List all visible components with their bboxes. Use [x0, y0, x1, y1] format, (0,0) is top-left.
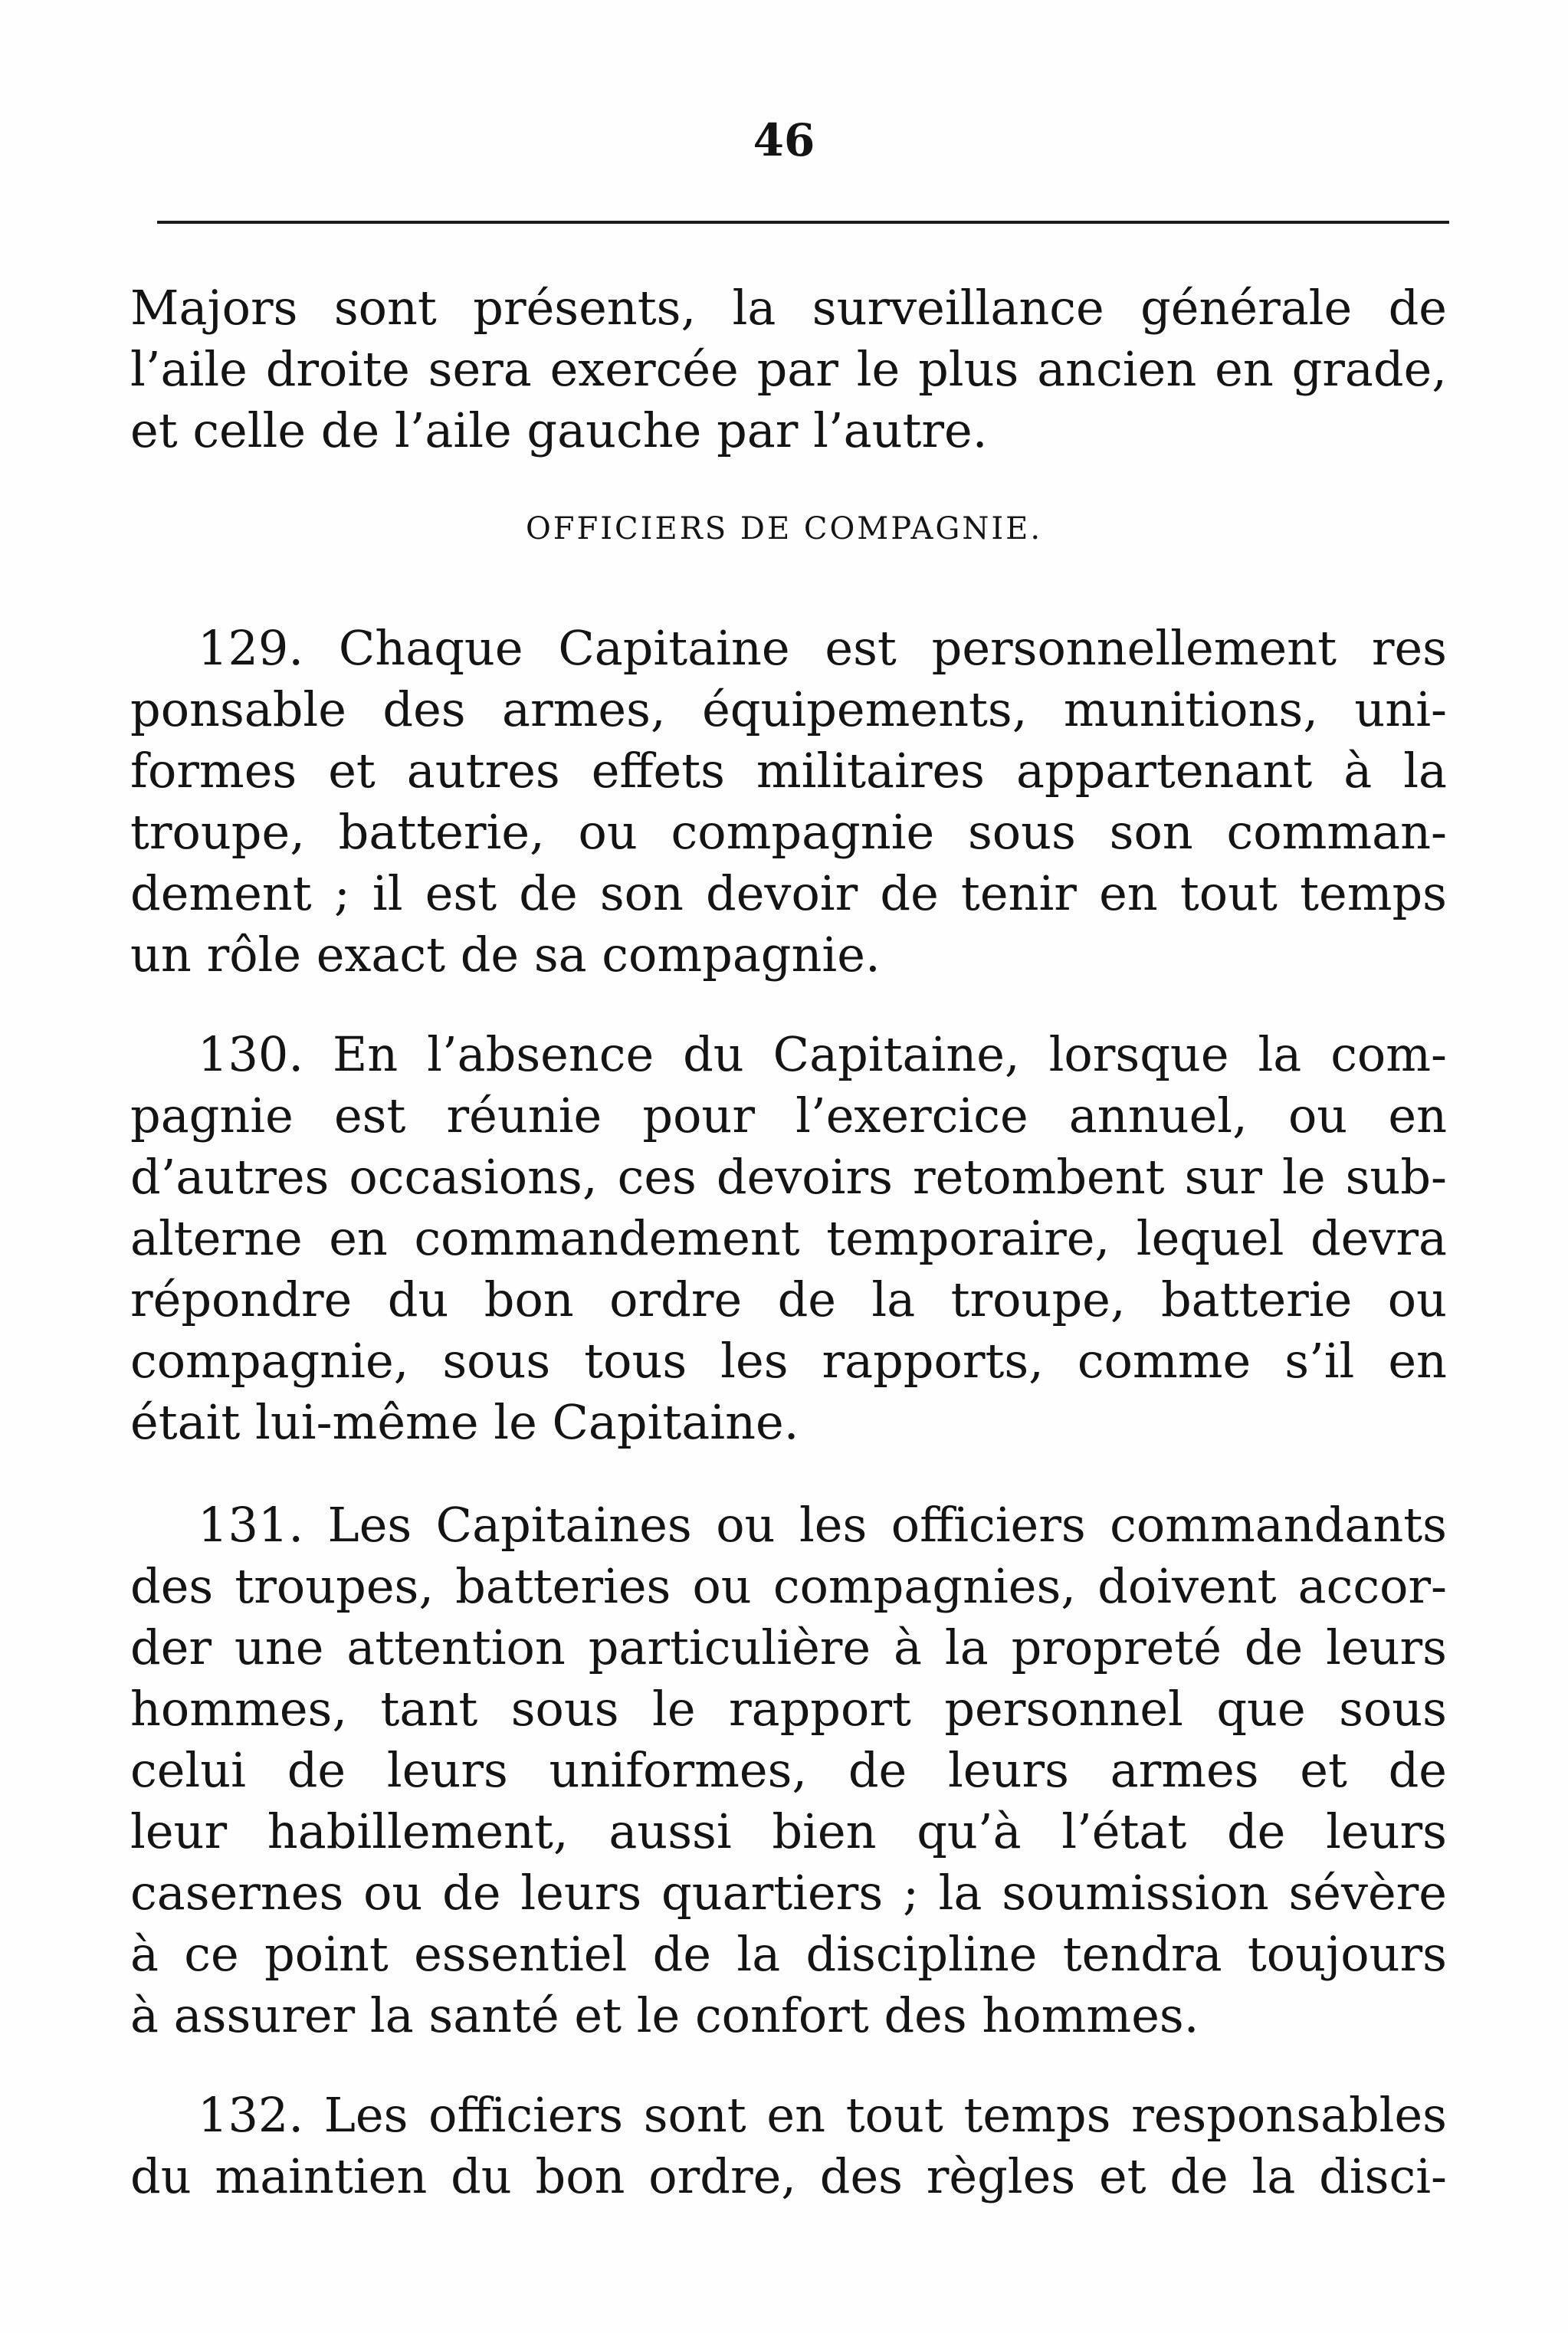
paragraph-132-line: 132. Les officiers sont en tout temps responsables [198, 2087, 1447, 2143]
text-line: leur habillement, aussi bien qu’à l’état de leurs [130, 1803, 1447, 1859]
text-line: et celle de l’aile gauche par l’autre. [130, 402, 988, 458]
text-line: hommes, tant sous le rapport personnel que sous [130, 1681, 1447, 1737]
page-number: 46 [753, 114, 815, 166]
text-line: à ce point essentiel de la discipline tendra toujours [130, 1926, 1447, 1982]
text-line: un rôle exact de sa compagnie. [130, 927, 881, 983]
text-line: ponsable des armes, équipements, munitions, uni- [130, 681, 1447, 737]
text-line: était lui-même le Capitaine. [130, 1394, 799, 1450]
header-rule [157, 221, 1449, 224]
text-line: dement ; il est de son devoir de tenir en tout temps [130, 865, 1447, 921]
text-line: à assurer la santé et le confort des hommes. [130, 1987, 1199, 2043]
text-line: troupe, batterie, ou compagnie sous son comman- [130, 804, 1447, 860]
text-line: pagnie est réunie pour l’exercice annuel, ou en [130, 1088, 1447, 1144]
text-line: du maintien du bon ordre, des règles et de la disci- [130, 2148, 1447, 2204]
paragraph-131-line: 131. Les Capitaines ou les officiers commandants [198, 1497, 1447, 1553]
text-line: répondre du bon ordre de la troupe, batterie ou [130, 1272, 1447, 1327]
text-line: celui de leurs uniformes, de leurs armes et de [130, 1742, 1447, 1798]
text-line: l’aile droite sera exercée par le plus ancien en grade, [130, 341, 1447, 397]
section-heading: OFFICIERS DE COMPAGNIE. [525, 511, 1043, 546]
text-line: formes et autres effets militaires appartenant à la [130, 743, 1447, 799]
text-line: compagnie, sous tous les rapports, comme s’il en [130, 1333, 1447, 1389]
paragraph-129-line: 129. Chaque Capitaine est personnellement res [198, 620, 1447, 676]
text-line: casernes ou de leurs quartiers ; la soumission sévère [130, 1865, 1447, 1921]
text-line: d’autres occasions, ces devoirs retombent sur le sub- [130, 1149, 1447, 1205]
paragraph-130-line: 130. En l’absence du Capitaine, lorsque la com- [198, 1026, 1447, 1082]
text-line: Majors sont présents, la surveillance générale de [130, 280, 1447, 336]
text-line: alterne en commandement temporaire, lequel devra [130, 1210, 1447, 1266]
text-line: der une attention particulière à la propreté de leurs [130, 1619, 1447, 1675]
text-line: des troupes, batteries ou compagnies, doivent accor- [130, 1558, 1447, 1614]
